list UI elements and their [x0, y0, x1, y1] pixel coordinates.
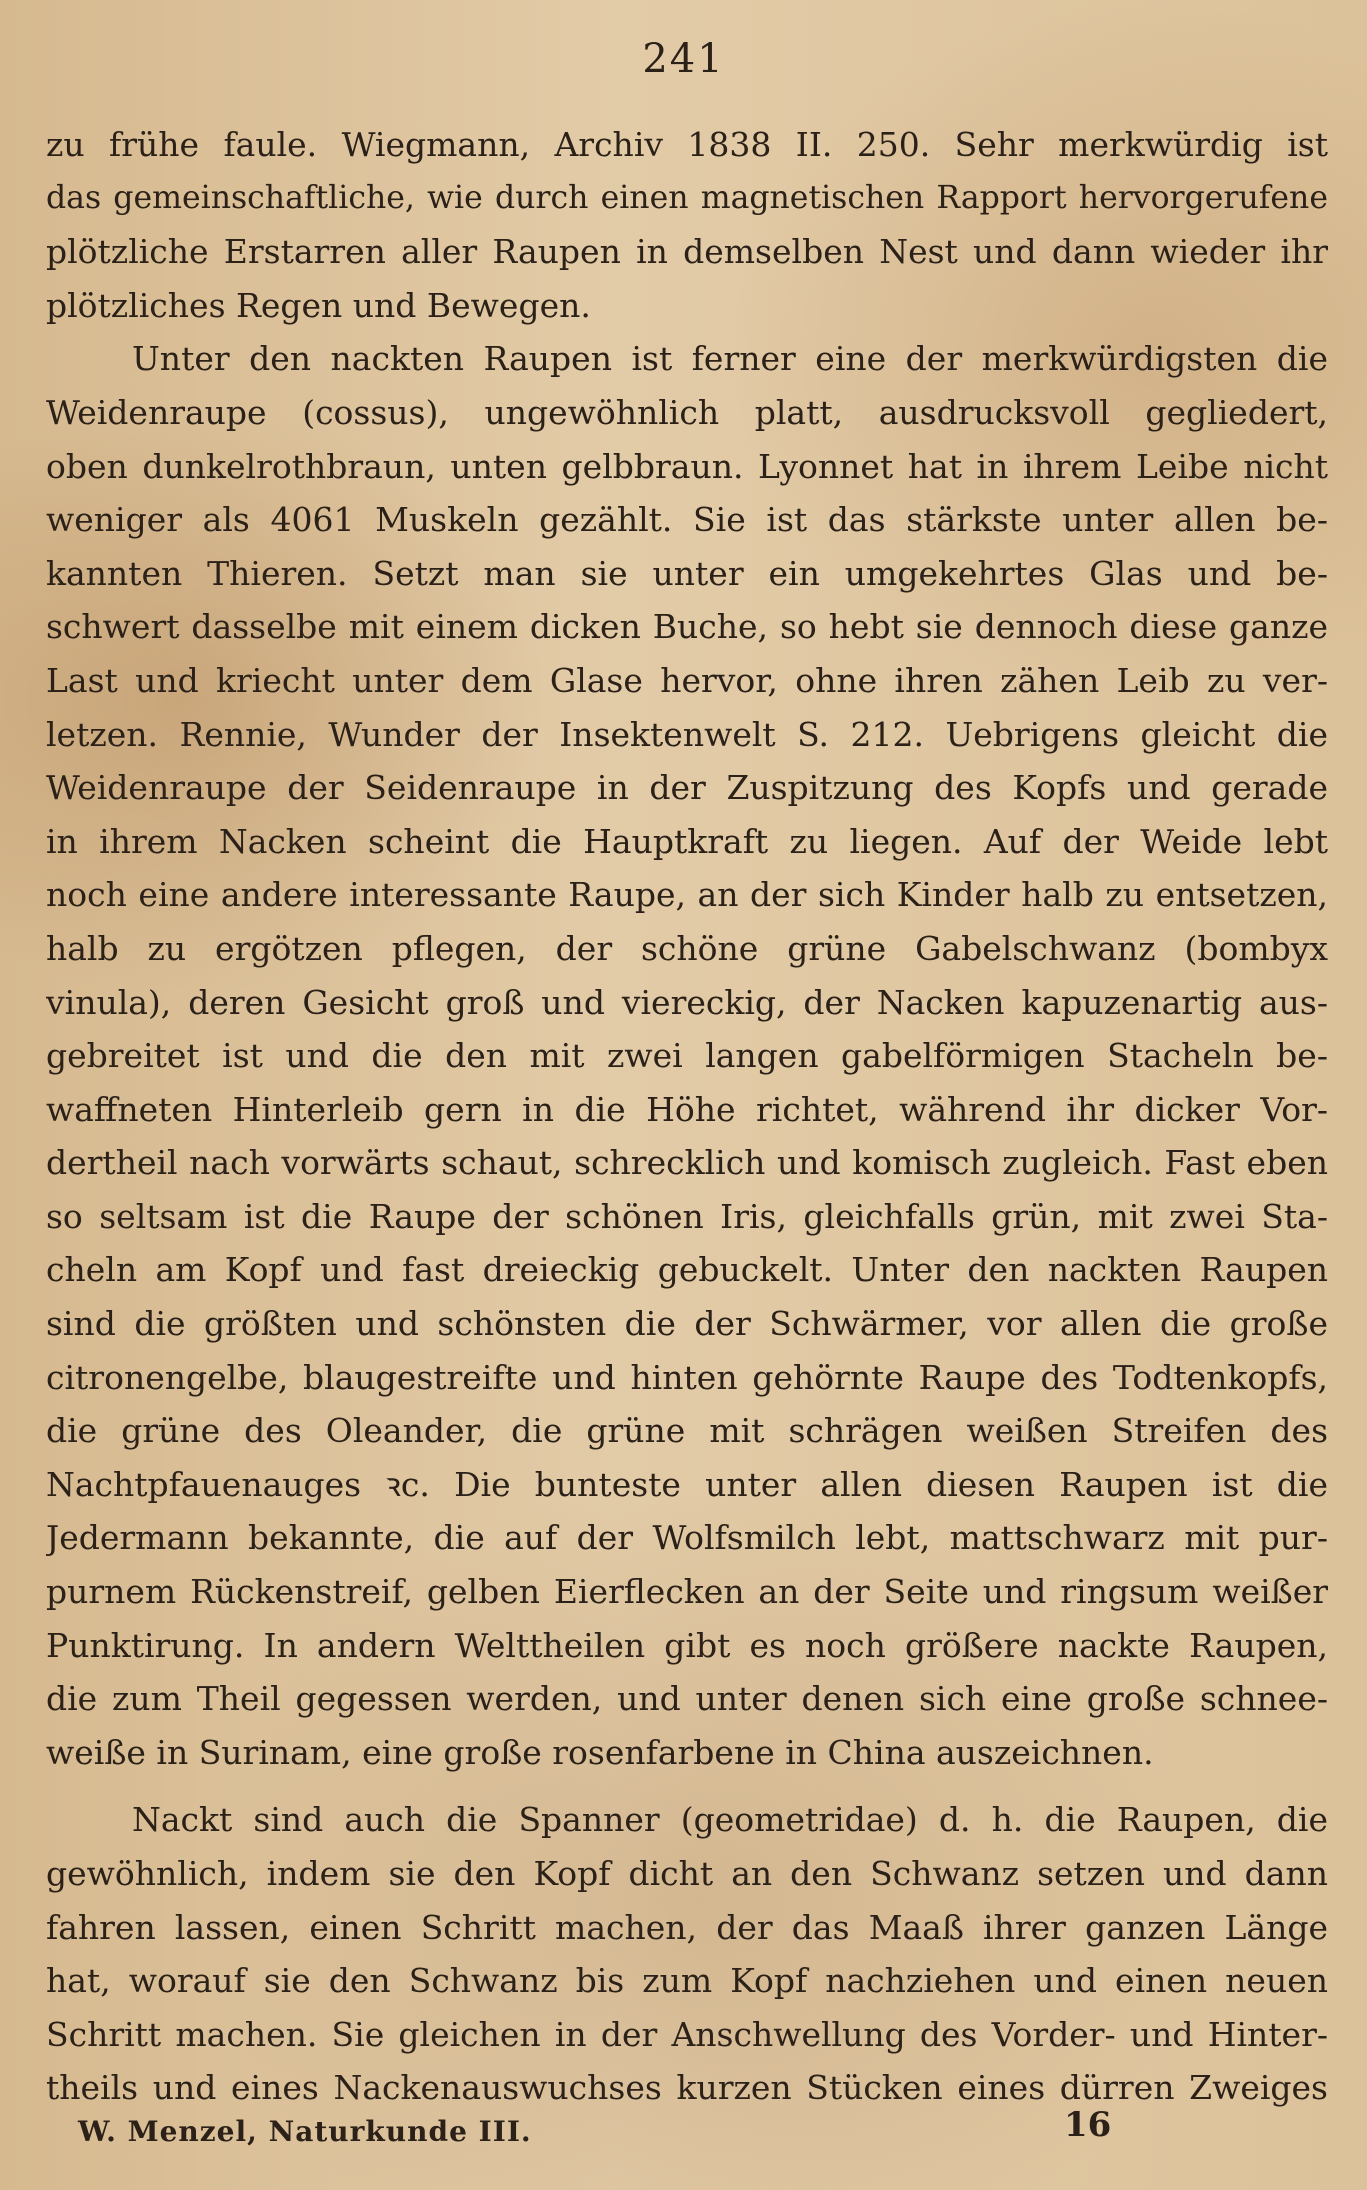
page-footer [78, 2105, 1328, 2155]
text-line: purnem Rückenstreif, gelben Eierflecken an der Seite und ringsum weißer [46, 1572, 1328, 1612]
text-line: Jedermann bekannte, die auf der Wolfsmilch lebt, mattschwarz mit pur- [46, 1518, 1328, 1558]
text-line: so seltsam ist die Raupe der schönen Iris, gleichfalls grün, mit zwei Sta- [46, 1196, 1328, 1236]
text-line: Weidenraupe (cossus), ungewöhnlich platt, ausdrucksvoll gegliedert, [46, 392, 1328, 432]
text-line: Last und kriecht unter dem Glase hervor, ohne ihren zähen Leib zu ver- [46, 660, 1328, 700]
text-line: dertheil nach vorwärts schaut, schrecklich und komisch zugleich. Fast eben [46, 1143, 1328, 1183]
text-line: gebreitet ist und die den mit zwei langen gabelförmigen Stacheln be- [46, 1036, 1328, 1076]
text-line: Punktirung. In andern Welttheilen gibt es noch größere nackte Raupen, [46, 1625, 1328, 1665]
text-line: plötzliche Erstarren aller Raupen in demselben Nest und dann wieder ihr [46, 232, 1328, 272]
sheet-number: 16 [1064, 2105, 1112, 2145]
text-line: oben dunkelrothbraun, unten gelbbraun. Lyonnet hat in ihrem Leibe nicht [46, 446, 1328, 486]
text-line: vinula), deren Gesicht groß und viereckig, der Nacken kapuzenartig aus- [46, 982, 1328, 1022]
text-line: noch eine andere interessante Raupe, an der sich Kinder halb zu entsetzen, [46, 875, 1328, 915]
text-line: halb zu ergötzen pflegen, der schöne grüne Gabelschwanz (bombyx [46, 928, 1328, 968]
footer-signature: W. Menzel, Naturkunde III. [78, 2115, 532, 2148]
text-line: fahren lassen, einen Schritt machen, der das Maaß ihrer ganzen Länge [46, 1907, 1328, 1947]
text-line: das gemeinschaftliche, wie durch einen magnetischen Rapport hervorgerufene [46, 179, 1328, 216]
text-line: schwert dasselbe mit einem dicken Buche, so hebt sie dennoch diese ganze [46, 607, 1328, 647]
text-line: weiße in Surinam, eine große rosenfarbene in China auszeichnen. [46, 1732, 1154, 1772]
text-line: die zum Theil gegessen werden, und unter denen sich eine große schnee- [46, 1679, 1328, 1719]
text-line: Schritt machen. Sie gleichen in der Anschwellung des Vorder- und Hinter- [46, 2014, 1328, 2054]
text-line: zu frühe faule. Wiegmann, Archiv 1838 II. 250. Sehr merkwürdig ist [46, 125, 1328, 164]
text-line: citronengelbe, blaugestreifte und hinten gehörnte Raupe des Todtenkopfs, [46, 1357, 1328, 1397]
text-line: waffneten Hinterleib gern in die Höhe richtet, während ihr dicker Vor- [46, 1089, 1328, 1129]
text-line: Nackt sind auch die Spanner (geometridae) d. h. die Raupen, die [132, 1800, 1328, 1840]
text-line: kannten Thieren. Setzt man sie unter ein umgekehrtes Glas und be- [46, 553, 1328, 593]
text-line: Unter den nackten Raupen ist ferner eine der merkwürdigsten die [132, 339, 1328, 379]
text-line: in ihrem Nacken scheint die Hauptkraft zu liegen. Auf der Weide lebt [46, 821, 1328, 861]
text-line: die grüne des Oleander, die grüne mit schrägen weißen Streifen des [46, 1411, 1328, 1451]
text-line: plötzliches Regen und Bewegen. [46, 285, 591, 325]
paragraph-gap [46, 1779, 1328, 1793]
text-line: gewöhnlich, indem sie den Kopf dicht an den Schwanz setzen und dann [46, 1854, 1328, 1893]
text-line: weniger als 4061 Muskeln gezählt. Sie ist das stärkste unter allen be- [46, 500, 1328, 540]
text-line: letzen. Rennie, Wunder der Insektenwelt S. 212. Uebrigens gleicht die [46, 714, 1328, 754]
text-line: Nachtpfauenauges ꝛc. Die bunteste unter allen diesen Raupen ist die [46, 1464, 1328, 1504]
text-line: cheln am Kopf und fast dreieckig gebuckelt. Unter den nackten Raupen [46, 1250, 1328, 1290]
text-line: sind die größten und schönsten die der Schwärmer, vor allen die große [46, 1304, 1328, 1344]
text-line: hat, worauf sie den Schwanz bis zum Kopf nachziehen und einen neuen [46, 1961, 1328, 2001]
text-line: theils und eines Nackenauswuchses kurzen Stücken eines dürren Zweiges [46, 2068, 1328, 2108]
page-number: 241 [642, 36, 725, 82]
body-text [46, 118, 1328, 2115]
text-line: Weidenraupe der Seidenraupe in der Zuspitzung des Kopfs und gerade [46, 768, 1328, 808]
